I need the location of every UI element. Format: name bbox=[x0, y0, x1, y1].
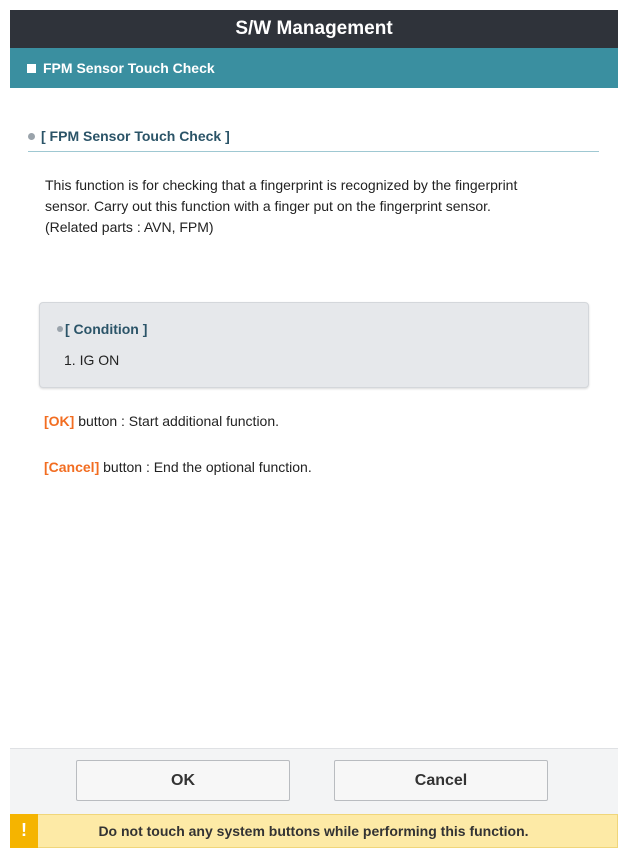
cancel-note-text: button : End the optional function. bbox=[99, 459, 312, 475]
warning-icon: ! bbox=[10, 814, 38, 848]
description-line: (Related parts : AVN, FPM) bbox=[45, 219, 214, 235]
condition-item: 1. IG ON bbox=[64, 352, 120, 368]
section-title: [ FPM Sensor Touch Check ] bbox=[41, 128, 230, 144]
description-line: sensor. Carry out this function with a finger put on the fingerprint sensor. bbox=[45, 198, 491, 214]
condition-title bbox=[57, 321, 147, 337]
square-bullet-icon bbox=[27, 64, 36, 73]
cancel-key-label: [Cancel] bbox=[44, 459, 100, 475]
subheader-bar bbox=[10, 48, 618, 88]
description-line: This function is for checking that a fingerprint is recognized by the fingerprint bbox=[45, 177, 518, 193]
bullet-icon bbox=[57, 326, 63, 332]
ok-note-text: button : Start additional function. bbox=[74, 413, 280, 429]
bullet-icon bbox=[28, 133, 35, 140]
button-footer bbox=[10, 748, 618, 815]
condition-title-text: [ Condition ] bbox=[65, 321, 148, 337]
warning-text: Do not touch any system buttons while performing this function. bbox=[98, 823, 529, 839]
window-title: S/W Management bbox=[10, 10, 618, 48]
warning-banner bbox=[10, 814, 618, 848]
section-header bbox=[28, 124, 599, 152]
condition-box bbox=[39, 302, 589, 388]
subheader-label: FPM Sensor Touch Check bbox=[43, 60, 215, 76]
ok-key-label: [OK] bbox=[44, 413, 75, 429]
cancel-button[interactable]: Cancel bbox=[334, 760, 548, 801]
ok-button[interactable]: OK bbox=[76, 760, 290, 801]
cancel-note bbox=[44, 459, 312, 475]
ok-note bbox=[44, 413, 279, 429]
function-description bbox=[45, 175, 605, 238]
